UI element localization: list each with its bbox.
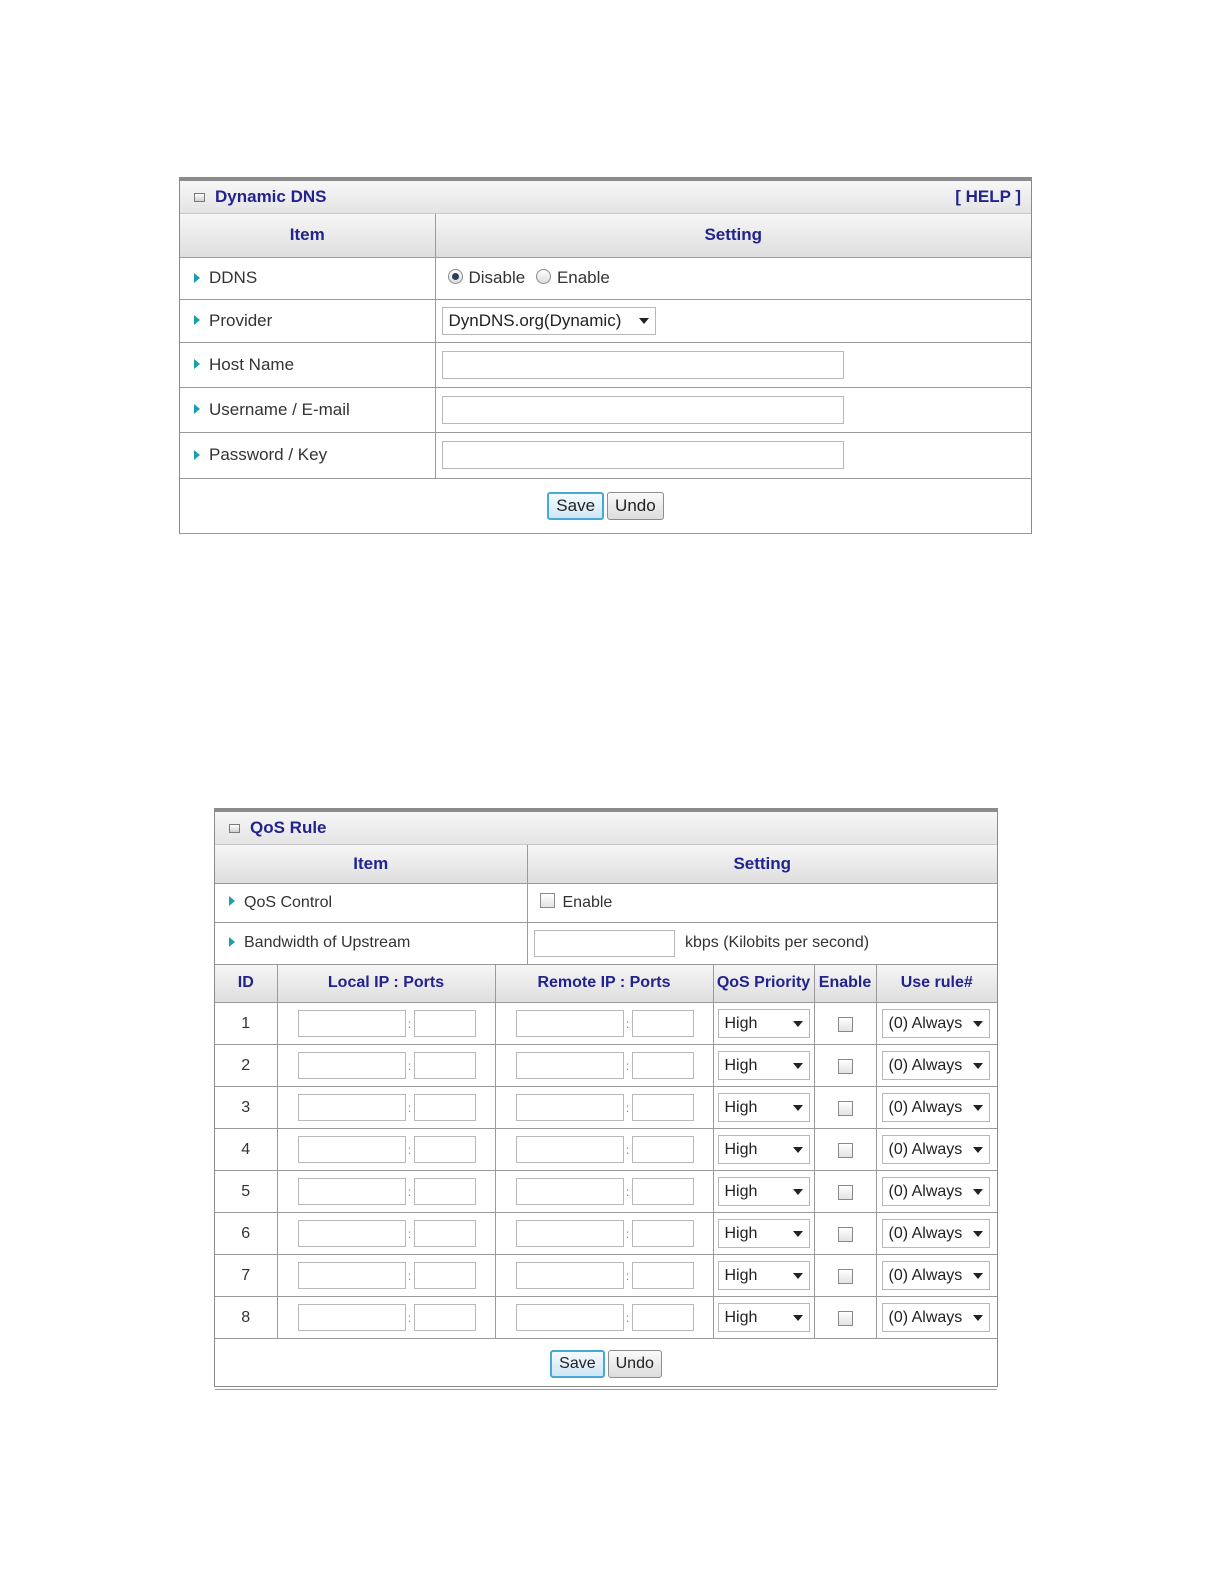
- chevron-down-icon: [793, 1273, 803, 1279]
- arrow-right-icon: [194, 404, 200, 414]
- local-ip-input[interactable]: [298, 1136, 406, 1163]
- rule-schedule-cell: [876, 1129, 997, 1171]
- bandwidth-label-cell: [215, 922, 527, 964]
- ddns-table: [180, 214, 1031, 534]
- rule-id: 6: [241, 1224, 251, 1242]
- rule-id: 7: [241, 1266, 251, 1284]
- radio-unchecked-icon[interactable]: [536, 269, 551, 284]
- priority-select-value: High: [724, 1182, 758, 1200]
- ddns-panel: [179, 177, 1032, 534]
- chevron-down-icon: [793, 1231, 803, 1237]
- local-ip-input[interactable]: [298, 1262, 406, 1289]
- qos-rule-row: [215, 1213, 997, 1255]
- arrow-right-icon: [229, 896, 235, 906]
- qos-rule-row: [215, 1255, 997, 1297]
- qos-panel-title: QoS Rule: [250, 818, 327, 837]
- local-port-input[interactable]: [414, 1010, 476, 1037]
- window-icon: [229, 824, 240, 833]
- rule-schedule-cell: [876, 1255, 997, 1297]
- rule-id: 2: [241, 1056, 251, 1074]
- item-column-header: Item: [215, 845, 527, 883]
- rule-id-cell: [215, 1087, 277, 1129]
- arrow-right-icon: [194, 450, 200, 460]
- arrow-right-icon: [194, 315, 200, 325]
- schedule-select[interactable]: [882, 1093, 990, 1122]
- local-port-input[interactable]: [414, 1094, 476, 1121]
- chevron-down-icon: [793, 1189, 803, 1195]
- local-port-input[interactable]: [414, 1220, 476, 1247]
- rule-enable-cell: [814, 1129, 876, 1171]
- rule-local-cell: [277, 1129, 495, 1171]
- remote-ip-input[interactable]: [516, 1178, 624, 1205]
- rule-id-cell: [215, 1213, 277, 1255]
- host-name-label: Host Name: [209, 354, 295, 374]
- priority-select[interactable]: [718, 1303, 810, 1332]
- schedule-select[interactable]: [882, 1219, 990, 1248]
- qos-save-button[interactable]: Save: [550, 1350, 604, 1378]
- host-name-input[interactable]: [442, 351, 844, 379]
- colon-separator: :: [625, 1142, 630, 1157]
- colon-separator: :: [625, 1058, 630, 1073]
- rule-schedule-cell: [876, 1171, 997, 1213]
- priority-select[interactable]: [718, 1177, 810, 1206]
- qos-rule-row: [215, 1171, 997, 1213]
- remote-ip-input[interactable]: [516, 1094, 624, 1121]
- priority-select[interactable]: [718, 1261, 810, 1290]
- qos-rule-row: [215, 1297, 997, 1339]
- chevron-down-icon: [973, 1105, 983, 1111]
- rule-enable-checkbox[interactable]: [838, 1227, 853, 1242]
- rule-local-cell: [277, 1045, 495, 1087]
- provider-select-value: DynDNS.org(Dynamic): [448, 310, 622, 330]
- chevron-down-icon: [973, 1021, 983, 1027]
- qos-settings-table: [215, 845, 997, 965]
- remote-port-input[interactable]: [632, 1304, 694, 1331]
- ddns-panel-title: Dynamic DNS: [215, 187, 327, 206]
- chevron-down-icon: [639, 318, 649, 324]
- colon-separator: :: [625, 1268, 630, 1283]
- rule-id: 5: [241, 1182, 251, 1200]
- ddns-enable-label: Enable: [556, 268, 610, 287]
- rule-id-cell: [215, 1171, 277, 1213]
- rule-enable-cell: [814, 1087, 876, 1129]
- colon-separator: :: [407, 1058, 412, 1073]
- bandwidth-unit: kbps (Kilobits per second): [684, 934, 870, 951]
- window-icon: [194, 193, 205, 202]
- rule-local-cell: [277, 1255, 495, 1297]
- rule-enable-checkbox[interactable]: [838, 1311, 853, 1326]
- chevron-down-icon: [793, 1105, 803, 1111]
- remote-column-header: Remote IP : Ports: [495, 965, 713, 1003]
- rule-local-cell: [277, 1003, 495, 1045]
- priority-select[interactable]: [718, 1135, 810, 1164]
- qos-rule-row: [215, 1003, 997, 1045]
- rule-remote-cell: [495, 1213, 713, 1255]
- password-label: Password / Key: [209, 445, 328, 464]
- bandwidth-input[interactable]: [534, 930, 675, 957]
- priority-select-value: High: [724, 1014, 758, 1032]
- local-ip-input[interactable]: [298, 1304, 406, 1331]
- remote-ip-input[interactable]: [516, 1010, 624, 1037]
- qos-control-setting-cell: [527, 883, 997, 922]
- rule-priority-cell: [713, 1003, 814, 1045]
- setting-column-header: Setting: [435, 214, 1031, 257]
- priority-select-value: High: [724, 1308, 758, 1326]
- rule-enable-cell: [814, 1171, 876, 1213]
- rule-local-cell: [277, 1213, 495, 1255]
- rule-enable-checkbox[interactable]: [838, 1269, 853, 1284]
- ddns-panel-header: [180, 178, 1031, 214]
- remote-port-input[interactable]: [632, 1052, 694, 1079]
- rule-id-cell: [215, 1045, 277, 1087]
- colon-separator: :: [407, 1142, 412, 1157]
- schedule-select-value: (0) Always: [888, 1098, 963, 1116]
- local-port-input[interactable]: [414, 1136, 476, 1163]
- help-link[interactable]: [ HELP ]: [955, 187, 1021, 206]
- qos-undo-button[interactable]: Undo: [608, 1350, 662, 1378]
- remote-port-input[interactable]: [632, 1010, 694, 1037]
- password-setting-cell: [435, 432, 1031, 478]
- priority-select-value: High: [724, 1224, 758, 1242]
- rule-id: 8: [241, 1308, 251, 1326]
- priority-select[interactable]: [718, 1093, 810, 1122]
- arrow-right-icon: [194, 359, 200, 369]
- rule-enable-checkbox[interactable]: [838, 1185, 853, 1200]
- rule-enable-checkbox[interactable]: [838, 1143, 853, 1158]
- ddns-disable-label: Disable: [468, 268, 526, 287]
- qos-rule-row: [215, 1129, 997, 1171]
- rule-remote-cell: [495, 1129, 713, 1171]
- priority-select[interactable]: [718, 1219, 810, 1248]
- enable-column-header: Enable: [814, 965, 876, 1003]
- rule-schedule-cell: [876, 1045, 997, 1087]
- rule-priority-cell: [713, 1171, 814, 1213]
- remote-port-input[interactable]: [632, 1178, 694, 1205]
- rule-schedule-cell: [876, 1003, 997, 1045]
- rule-priority-cell: [713, 1129, 814, 1171]
- remote-ip-input[interactable]: [516, 1136, 624, 1163]
- schedule-select[interactable]: [882, 1261, 990, 1290]
- rule-priority-cell: [713, 1255, 814, 1297]
- local-ip-input[interactable]: [298, 1010, 406, 1037]
- use-rule-column-header: Use rule#: [876, 965, 997, 1003]
- chevron-down-icon: [793, 1315, 803, 1321]
- remote-port-input[interactable]: [632, 1262, 694, 1289]
- schedule-select[interactable]: [882, 1177, 990, 1206]
- provider-label-cell: [180, 299, 435, 342]
- local-column-header: Local IP : Ports: [277, 965, 495, 1003]
- remote-port-input[interactable]: [632, 1094, 694, 1121]
- colon-separator: :: [407, 1016, 412, 1031]
- local-ip-input[interactable]: [298, 1094, 406, 1121]
- rule-id-cell: [215, 1297, 277, 1339]
- chevron-down-icon: [793, 1147, 803, 1153]
- rule-remote-cell: [495, 1255, 713, 1297]
- host-name-label-cell: [180, 342, 435, 387]
- qos-enable-label: Enable: [562, 893, 613, 911]
- schedule-select[interactable]: [882, 1303, 990, 1332]
- rule-id: 4: [241, 1140, 251, 1158]
- chevron-down-icon: [973, 1147, 983, 1153]
- radio-checked-icon[interactable]: [448, 269, 463, 284]
- qos-button-row: [215, 1339, 997, 1390]
- remote-ip-input[interactable]: [516, 1262, 624, 1289]
- chevron-down-icon: [793, 1063, 803, 1069]
- rule-remote-cell: [495, 1171, 713, 1213]
- rule-schedule-cell: [876, 1297, 997, 1339]
- ddns-label: DDNS: [209, 268, 258, 287]
- rule-remote-cell: [495, 1003, 713, 1045]
- ddns-undo-button[interactable]: Undo: [607, 492, 664, 520]
- ddns-disable-radio[interactable]: [448, 268, 526, 287]
- priority-column-header: QoS Priority: [713, 965, 814, 1003]
- arrow-right-icon: [229, 937, 235, 947]
- priority-select-value: High: [724, 1098, 758, 1116]
- ddns-save-button[interactable]: Save: [547, 492, 604, 520]
- schedule-select-value: (0) Always: [888, 1224, 963, 1242]
- rule-enable-cell: [814, 1045, 876, 1087]
- colon-separator: :: [407, 1310, 412, 1325]
- local-ip-input[interactable]: [298, 1052, 406, 1079]
- rule-enable-checkbox[interactable]: [838, 1101, 853, 1116]
- local-ip-input[interactable]: [298, 1178, 406, 1205]
- remote-ip-input[interactable]: [516, 1304, 624, 1331]
- ddns-enable-radio[interactable]: [536, 268, 610, 287]
- qos-control-label: QoS Control: [244, 893, 333, 911]
- local-port-input[interactable]: [414, 1178, 476, 1205]
- qos-panel-header: [215, 809, 997, 845]
- local-ip-input[interactable]: [298, 1220, 406, 1247]
- schedule-select-value: (0) Always: [888, 1056, 963, 1074]
- rule-priority-cell: [713, 1045, 814, 1087]
- rule-enable-cell: [814, 1255, 876, 1297]
- password-label-cell: [180, 432, 435, 478]
- rule-enable-cell: [814, 1213, 876, 1255]
- chevron-down-icon: [973, 1315, 983, 1321]
- qos-rule-rows: [215, 1003, 997, 1339]
- colon-separator: :: [407, 1184, 412, 1199]
- remote-port-input[interactable]: [632, 1136, 694, 1163]
- bandwidth-setting-cell: [527, 922, 997, 964]
- remote-ip-input[interactable]: [516, 1220, 624, 1247]
- colon-separator: :: [625, 1100, 630, 1115]
- rule-local-cell: [277, 1297, 495, 1339]
- username-setting-cell: [435, 387, 1031, 432]
- rule-id-cell: [215, 1255, 277, 1297]
- colon-separator: :: [625, 1184, 630, 1199]
- id-column-header: ID: [215, 965, 277, 1003]
- item-column-header: Item: [180, 214, 435, 257]
- priority-select-value: High: [724, 1056, 758, 1074]
- chevron-down-icon: [973, 1063, 983, 1069]
- rule-schedule-cell: [876, 1087, 997, 1129]
- schedule-select[interactable]: [882, 1051, 990, 1080]
- priority-select-value: High: [724, 1266, 758, 1284]
- priority-select-value: High: [724, 1140, 758, 1158]
- rule-remote-cell: [495, 1297, 713, 1339]
- ddns-button-row: [180, 478, 1031, 533]
- rule-remote-cell: [495, 1087, 713, 1129]
- chevron-down-icon: [973, 1189, 983, 1195]
- colon-separator: :: [625, 1016, 630, 1031]
- provider-select[interactable]: [442, 307, 656, 335]
- chevron-down-icon: [973, 1273, 983, 1279]
- provider-setting-cell: [435, 299, 1031, 342]
- local-port-input[interactable]: [414, 1262, 476, 1289]
- colon-separator: :: [407, 1226, 412, 1241]
- username-input[interactable]: [442, 396, 844, 424]
- qos-rule-row: [215, 1045, 997, 1087]
- schedule-select-value: (0) Always: [888, 1014, 963, 1032]
- rule-enable-cell: [814, 1003, 876, 1045]
- schedule-select[interactable]: [882, 1135, 990, 1164]
- qos-rules-table: [215, 965, 997, 1391]
- colon-separator: :: [625, 1226, 630, 1241]
- priority-select[interactable]: [718, 1051, 810, 1080]
- rule-priority-cell: [713, 1087, 814, 1129]
- remote-ip-input[interactable]: [516, 1052, 624, 1079]
- schedule-select-value: (0) Always: [888, 1308, 963, 1326]
- username-label: Username / E-mail: [209, 399, 350, 419]
- rule-id-cell: [215, 1129, 277, 1171]
- rule-id-cell: [215, 1003, 277, 1045]
- ddns-setting-cell: [435, 257, 1031, 299]
- rule-priority-cell: [713, 1297, 814, 1339]
- colon-separator: :: [407, 1268, 412, 1283]
- username-label-cell: [180, 387, 435, 432]
- rule-enable-checkbox[interactable]: [838, 1017, 853, 1032]
- schedule-select-value: (0) Always: [888, 1140, 963, 1158]
- rule-remote-cell: [495, 1045, 713, 1087]
- local-port-input[interactable]: [414, 1052, 476, 1079]
- setting-column-header: Setting: [527, 845, 997, 883]
- rule-schedule-cell: [876, 1213, 997, 1255]
- colon-separator: :: [407, 1100, 412, 1115]
- qos-enable-checkbox[interactable]: [540, 893, 555, 908]
- qos-rule-row: [215, 1087, 997, 1129]
- rule-local-cell: [277, 1087, 495, 1129]
- password-input[interactable]: [442, 441, 844, 469]
- rule-id: 1: [241, 1014, 251, 1032]
- schedule-select-value: (0) Always: [888, 1182, 963, 1200]
- rule-local-cell: [277, 1171, 495, 1213]
- local-port-input[interactable]: [414, 1304, 476, 1331]
- schedule-select[interactable]: [882, 1009, 990, 1038]
- bandwidth-label: Bandwidth of Upstream: [244, 934, 411, 951]
- chevron-down-icon: [793, 1021, 803, 1027]
- schedule-select-value: (0) Always: [888, 1266, 963, 1284]
- host-name-setting-cell: [435, 342, 1031, 387]
- ddns-label-cell: [180, 257, 435, 299]
- rule-id: 3: [241, 1098, 251, 1116]
- remote-port-input[interactable]: [632, 1220, 694, 1247]
- rule-priority-cell: [713, 1213, 814, 1255]
- arrow-right-icon: [194, 273, 200, 283]
- chevron-down-icon: [973, 1231, 983, 1237]
- rule-enable-checkbox[interactable]: [838, 1059, 853, 1074]
- colon-separator: :: [625, 1310, 630, 1325]
- rule-enable-cell: [814, 1297, 876, 1339]
- provider-label: Provider: [209, 310, 273, 330]
- qos-panel: [214, 808, 998, 1387]
- priority-select[interactable]: [718, 1009, 810, 1038]
- qos-control-label-cell: [215, 883, 527, 922]
